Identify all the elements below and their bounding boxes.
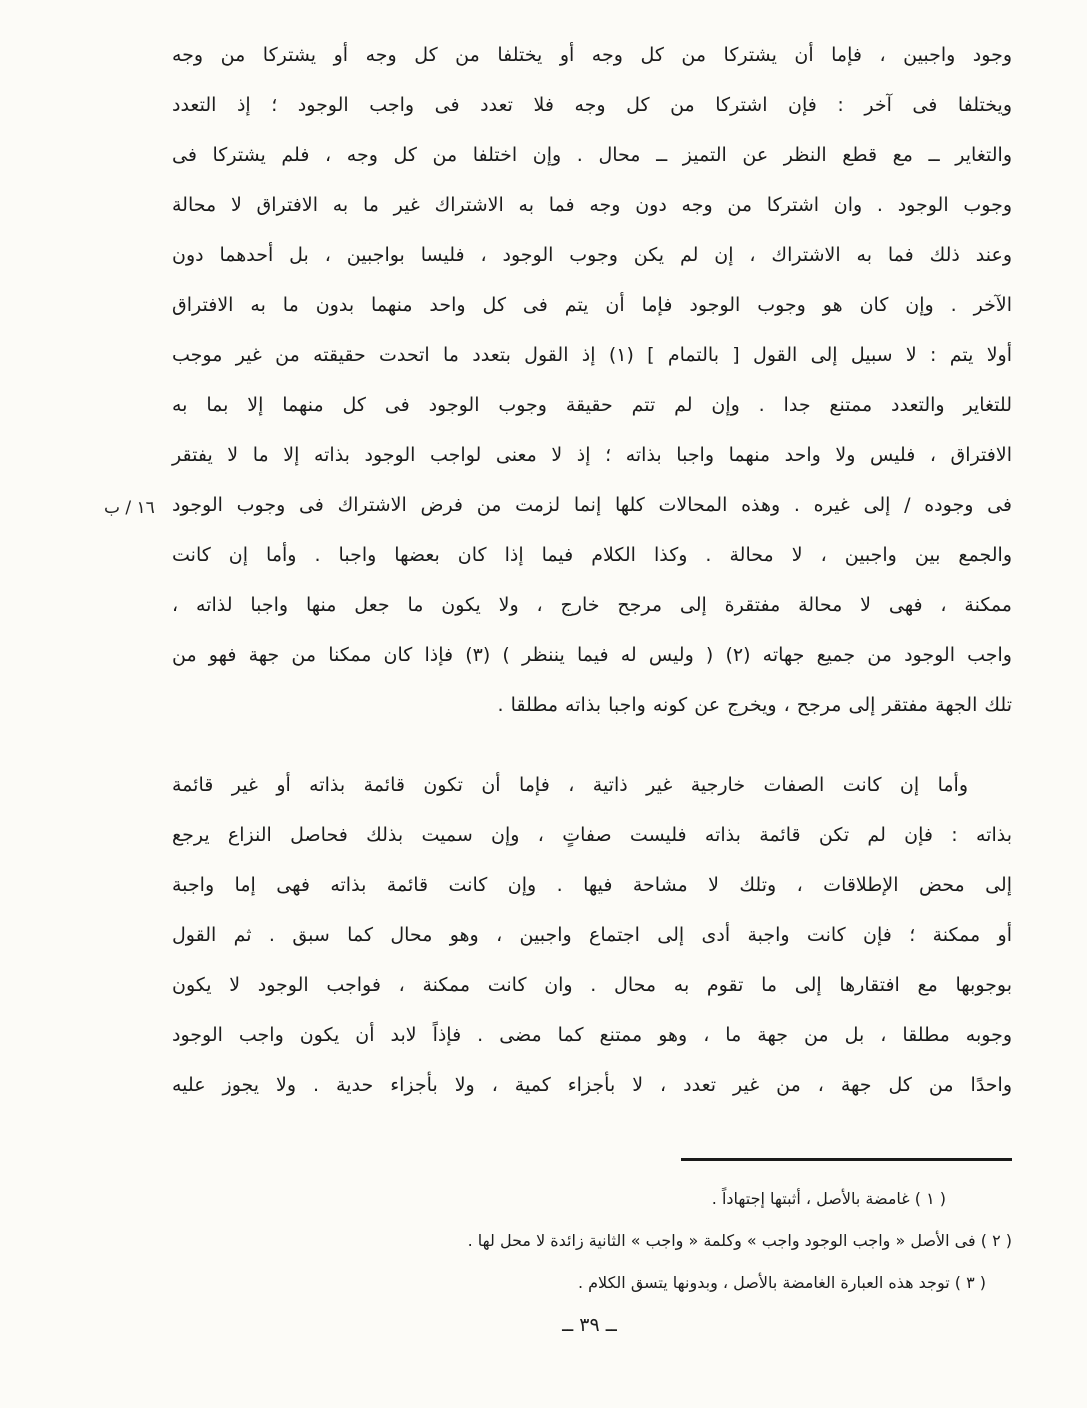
page-number: ــ ٣٩ ــ xyxy=(562,1314,617,1336)
text-line: وجود واجبين ، فإما أن يشتركا من كل وجه أو يختلفا من كل وجه أو يشتركا من وجه xyxy=(172,44,1012,66)
text-line: ممكنة ، فهى لا محالة مفتقرة إلى مرجح خارج ، ولا يكون ما جعل منها واجبا لذاته ، xyxy=(172,594,1012,616)
paragraph-1 xyxy=(172,30,1012,730)
text-line: فى وجوده / إلى غيره . وهذه المحالات كلها إنما لزمت من فرض الاشتراك فى وجوب الوجود xyxy=(172,494,1012,516)
text-line: للتغاير والتعدد ممتنع جدا . وإن لم تتم حقيقة وجوب الوجود فى كل منهما إلا بما به xyxy=(172,394,1012,416)
text-line: ويختلفا فى آخر : فإن اشتركا من كل وجه فلا تعدد فى واجب الوجود ؛ إذ التعدد xyxy=(172,94,1012,116)
text-line: بوجوبها مع افتقارها إلى ما تقوم به محال . وان كانت ممكنة ، فواجب الوجود لا يكون xyxy=(172,974,1012,996)
text-line: تلك الجهة مفتقر إلى مرجح ، ويخرج عن كونه واجبا بذاته مطلقا . xyxy=(497,694,1012,716)
body-text xyxy=(172,30,1012,1110)
text-line: واجب الوجود من جميع جهاته (٢) ( وليس له فيما يننظر ) (٣) فإذا كان ممكنا من جهة فهو من xyxy=(172,644,1012,666)
folio-margin-note: ١٦ / ب xyxy=(104,498,155,518)
text-line: وعند ذلك فما به الاشتراك ، إن لم يكن وجوب الوجود ، فليسا بواجبين ، بل أحدهما دون xyxy=(172,244,1012,266)
text-line: أولا يتم : لا سبيل إلى القول [ بالتمام ] (١) إذ القول بتعدد ما اتحدت حقيقته من غير موجب xyxy=(172,344,1012,366)
text-line: بذاته : فإن لم تكن قائمة بذاته فليست صفاتٍ ، وإن سميت بذلك فحاصل النزاع يرجع xyxy=(172,824,1012,846)
footnote-2: ( ٢ ) فى الأصل « واجب الوجود واجب » وكلمة « واجب » الثانية زائدة لا محل لها . xyxy=(467,1231,1012,1250)
footnote-1: ( ١ ) غامضة بالأصل ، أثبتها إجتهاداً . xyxy=(711,1189,946,1208)
paragraph-2 xyxy=(172,760,1012,1110)
text-line: وأما إن كانت الصفات خارجية غير ذاتية ، فإما أن تكون قائمة بذاته أو غير قائمة xyxy=(172,774,968,796)
footnotes-block xyxy=(292,1178,1012,1304)
footnote-separator-rule xyxy=(681,1158,1012,1161)
text-line: والجمع بين واجبين ، لا محالة . وكذا الكلام فيما إذا كان بعضها واجبا . وأما إن كانت xyxy=(172,544,1012,566)
text-line: الآخر . وإن كان هو وجوب الوجود فإما أن يتم فى كل واحد منهما بدون ما به الافتراق xyxy=(172,294,1012,316)
footnote-3: ( ٣ ) توجد هذه العبارة الغامضة بالأصل ، وبدونها يتسق الكلام . xyxy=(577,1273,986,1292)
text-line: وجوب الوجود . وان اشتركا من وجه دون وجه فما به الاشتراك غير ما به الافتراق لا محالة xyxy=(172,194,1012,216)
text-line: إلى محض الإطلاقات ، وتلك لا مشاحة فيها . وإن كانت قائمة بذاته فهى إما واجبة xyxy=(172,874,1012,896)
text-line: واحدًا من كل جهة ، من غير تعدد ، لا بأجزاء كمية ، ولا بأجزاء حدية . ولا يجوز عليه xyxy=(172,1074,1012,1096)
text-line: وجوبه مطلقا ، بل من جهة ما ، وهو ممتنع كما مضى . فإذاً لابد أن يكون واجب الوجود xyxy=(172,1024,1012,1046)
text-line: أو ممكنة ؛ فإن كانت واجبة أدى إلى اجتماع واجبين ، وهو محال كما سبق . ثم القول xyxy=(172,924,1012,946)
text-line: الافتراق ، فليس ولا واحد منهما واجبا بذاته ؛ إذ لا معنى لواجب الوجود بذاته إلا ما لا يفتقر xyxy=(172,444,1012,466)
text-line: والتغاير ــ مع قطع النظر عن التميز ــ محال . وإن اختلفا من كل وجه ، فلم يشتركا فى xyxy=(172,144,1012,166)
